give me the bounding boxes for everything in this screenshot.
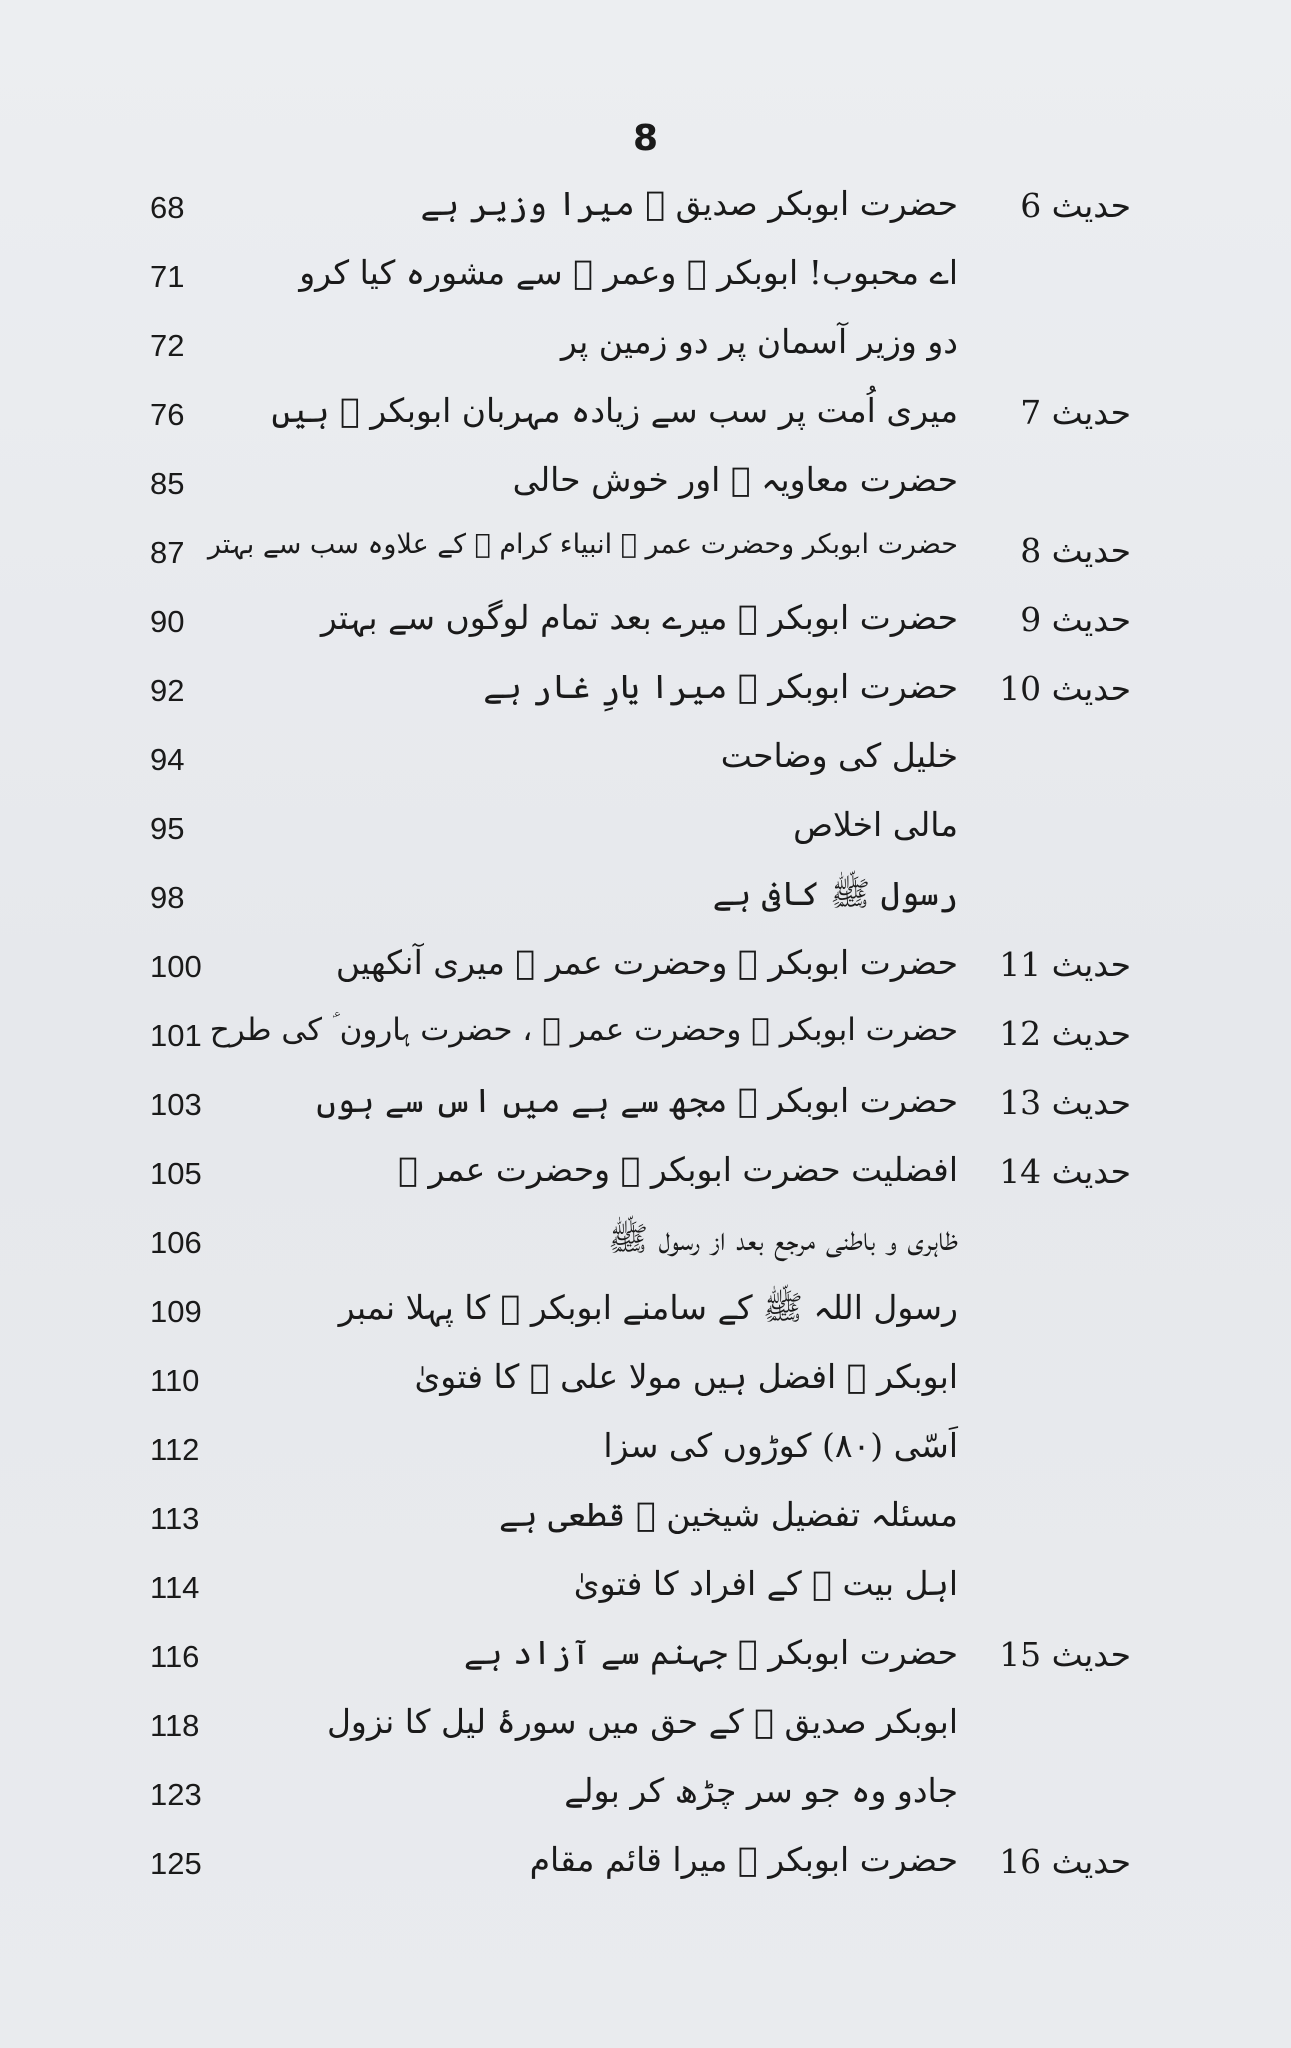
toc-title: خلیل کی وضاحت <box>720 736 958 775</box>
toc-page-ref: 92 <box>150 673 185 708</box>
toc-title: ابوبکر صدیق ﷜ کے حق میں سورۂ لیل کا نزول <box>326 1702 958 1741</box>
toc-hadith-number: حدیث 16 <box>999 1842 1131 1881</box>
toc-page-ref: 85 <box>150 466 185 501</box>
toc-page-ref: 123 <box>150 1777 202 1812</box>
toc-page-ref: 94 <box>150 742 185 777</box>
toc-page-ref: 71 <box>150 259 185 294</box>
toc-entry <box>0 1765 1291 1834</box>
toc-page-ref: 112 <box>150 1432 200 1467</box>
toc-entry <box>0 1006 1291 1075</box>
toc-title: دو وزیر آسمان پر دو زمین پر <box>560 322 958 361</box>
toc-title: حضرت ابوبکر ﷜ وحضرت عمر ﷜ ، حضرت ہارون ؑ کی طرح <box>209 1012 958 1048</box>
toc-title: حضرت ابوبکر ﷜ میرا قائم مقام <box>529 1840 958 1879</box>
toc-page-ref: 109 <box>150 1294 202 1329</box>
toc-title: اَسّی (۸۰) کوڑوں کی سزا <box>603 1426 958 1465</box>
toc-entry <box>0 799 1291 868</box>
toc-hadith-number: حدیث 13 <box>999 1083 1131 1122</box>
toc-hadith-number: حدیث 15 <box>999 1635 1131 1674</box>
toc-hadith-number: حدیث 6 <box>1020 186 1131 225</box>
toc-entry <box>0 1627 1291 1696</box>
toc-hadith-number: حدیث 7 <box>1020 393 1131 432</box>
toc-entry <box>0 454 1291 523</box>
toc-page-ref: 68 <box>150 190 185 225</box>
toc-entry <box>0 1282 1291 1351</box>
toc-page-ref: 101 <box>150 1018 202 1053</box>
toc-title: ظاہری و باطنی مرجع بعد از رسول ﷺ <box>608 1219 958 1258</box>
toc-page-ref: 95 <box>150 811 185 846</box>
toc-title: میری اُمت پر سب سے زیادہ مہربان ابوبکر ﷜ ہیں <box>271 391 958 430</box>
toc-page-ref: 110 <box>150 1363 200 1398</box>
toc-page-ref: 118 <box>150 1708 200 1743</box>
toc-title: حضرت ابوبکر وحضرت عمر ﷠ انبیاء کرام ﷩ کے علاوہ سب سے بہتر <box>207 529 958 560</box>
toc-entry <box>0 1351 1291 1420</box>
toc-entry <box>0 937 1291 1006</box>
toc-entry <box>0 1696 1291 1765</box>
toc-title: رسول اللہ ﷺ کے سامنے ابوبکر ﷜ کا پہلا نمبر <box>338 1288 958 1327</box>
toc-title: رسول ﷺ کافی ہے <box>712 874 958 913</box>
toc-hadith-number: حدیث 14 <box>999 1152 1131 1191</box>
toc-title: حضرت ابوبکر صدیق ﷜ میرا وزیر ہے <box>420 184 958 223</box>
toc-title: اہل بیت ﷢ کے افراد کا فتویٰ <box>573 1564 958 1603</box>
toc-page-ref: 100 <box>150 949 202 984</box>
toc-title: افضلیت حضرت ابوبکر ﷜ وحضرت عمر ﷜ <box>398 1150 958 1189</box>
toc-page-ref: 106 <box>150 1225 202 1260</box>
toc-hadith-number: حدیث 10 <box>999 669 1131 708</box>
toc-title: مالی اخلاص <box>793 805 958 844</box>
toc-entry <box>0 1420 1291 1489</box>
toc-hadith-number: حدیث 12 <box>999 1014 1131 1053</box>
toc-page-ref: 105 <box>150 1156 202 1191</box>
toc-entry <box>0 1213 1291 1282</box>
toc-title: اے محبوب! ابوبکر ﷜ وعمر ﷜ سے مشورہ کیا کرو <box>299 253 958 292</box>
toc-title: حضرت ابوبکر ﷜ وحضرت عمر ﷜ میری آنکھیں <box>335 943 958 982</box>
toc-entry <box>0 1144 1291 1213</box>
toc-entry <box>0 178 1291 247</box>
toc-page-ref: 125 <box>150 1846 202 1881</box>
toc-page-ref: 98 <box>150 880 185 915</box>
toc-page-ref: 113 <box>150 1501 200 1536</box>
toc-page-ref: 116 <box>150 1639 200 1674</box>
toc-entry <box>0 592 1291 661</box>
toc-entry <box>0 868 1291 937</box>
toc-entry <box>0 661 1291 730</box>
toc-title: حضرت ابوبکر ﷜ جہنم سے آزاد ہے <box>463 1633 958 1672</box>
toc-entry <box>0 1075 1291 1144</box>
toc-title: ابوبکر ﷜ افضل ہیں مولا علی ﷜ کا فتویٰ <box>414 1357 958 1396</box>
toc-hadith-number: حدیث 9 <box>1020 600 1131 639</box>
toc-entry <box>0 1558 1291 1627</box>
toc-title: مسئلہ تفضیل شیخین ﷠ قطعی ہے <box>498 1495 958 1534</box>
toc-entry <box>0 523 1291 592</box>
toc-entry <box>0 247 1291 316</box>
toc-title: حضرت ابوبکر ﷜ میرے بعد تمام لوگوں سے بہتر <box>320 598 958 637</box>
toc-page-ref: 76 <box>150 397 185 432</box>
toc-hadith-number: حدیث 11 <box>999 945 1131 984</box>
toc-page-ref: 103 <box>150 1087 202 1122</box>
toc-page-ref: 90 <box>150 604 185 639</box>
toc-entry <box>0 1834 1291 1903</box>
toc-page-ref: 87 <box>150 535 185 570</box>
toc-hadith-number: حدیث 8 <box>1020 531 1131 570</box>
toc-title: جادو وہ جو سر چڑھ کر بولے <box>564 1771 958 1810</box>
toc-page-ref: 72 <box>150 328 185 363</box>
toc-title: حضرت ابوبکر ﷜ میرا یارِ غار ہے <box>483 667 958 706</box>
page-number: 8 <box>632 118 659 159</box>
toc-page-ref: 114 <box>150 1570 200 1605</box>
toc-entry <box>0 316 1291 385</box>
toc-entry <box>0 385 1291 454</box>
toc-entry <box>0 1489 1291 1558</box>
toc-title: حضرت معاویہ ﷜ اور خوش حالی <box>512 460 958 499</box>
toc-list <box>0 178 1291 1903</box>
toc-entry <box>0 730 1291 799</box>
toc-title: حضرت ابوبکر ﷜ مجھ سے ہے میں اس سے ہوں <box>316 1081 958 1120</box>
